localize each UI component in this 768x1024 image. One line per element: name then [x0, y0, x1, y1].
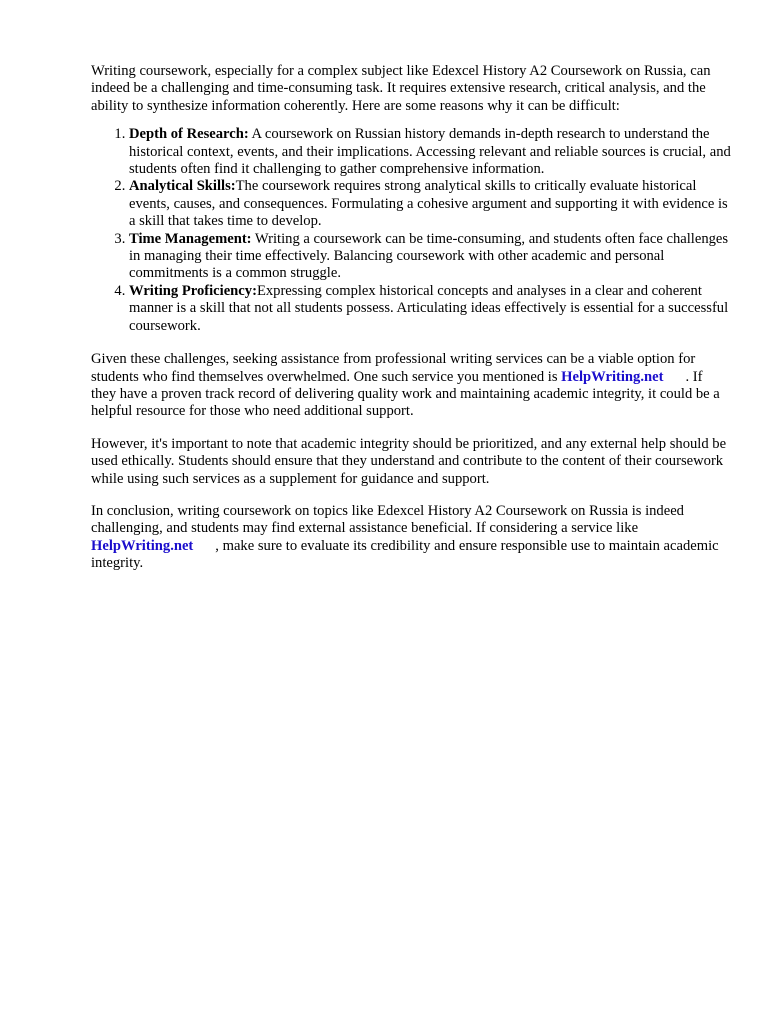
conclusion-text-before: In conclusion, writing coursework on topics like Edexcel History A2 Coursework on Russia is indeed challenging, and students may find external assistance beneficial. If considering a service like — [91, 502, 684, 537]
reasons-list — [91, 126, 731, 335]
list-item — [129, 283, 731, 335]
list-item — [129, 126, 731, 178]
list-item — [129, 231, 731, 283]
conclusion-paragraph — [91, 503, 731, 573]
conclusion-text-after: , make sure to evaluate its credibility and ensure responsible use to maintain academic integrity. — [91, 537, 719, 572]
reason-term: Depth of Research: — [129, 126, 249, 143]
helpwriting-link[interactable]: HelpWriting.net — [561, 368, 664, 385]
document-body — [91, 63, 731, 588]
service-text-before: Given these challenges, seeking assistance from professional writing services can be a viable option for students who find themselves overwhelmed. One such service you mentioned is — [91, 351, 696, 385]
reason-term: Time Management: — [129, 230, 252, 247]
helpwriting-link[interactable]: HelpWriting.net — [91, 537, 194, 554]
reason-term: Writing Proficiency: — [129, 282, 257, 299]
reason-text: A coursework on Russian history demands in-depth research to understand the historical context, events, and their implications. Accessing relevant and reliable sources is crucial, and students often find it challenging to gather comprehensive information. — [129, 126, 731, 178]
integrity-paragraph: However, it's important to note that academic integrity should be prioritized, and any external help should be used ethically. Students should ensure that they understand and contribute to the content of their coursework while using such services as a supplement for guidance and support. — [91, 435, 727, 487]
reason-text: The coursework requires strong analytical skills to critically evaluate historical events, causes, and consequences. Formulating a cohesive argument and supporting it with evidence is a skill that takes time to develop. — [129, 178, 728, 230]
reason-text: Writing a coursework can be time-consuming, and students often face challenges in managing their time effectively. Balancing coursework with other academic and personal commitments is a common struggle. — [129, 230, 729, 282]
service-paragraph — [91, 351, 731, 421]
intro-paragraph: Writing coursework, especially for a complex subject like Edexcel History A2 Coursework on Russia, can indeed be a challenging and time-consuming task. It requires extensive research, critical analysis, and the ability to synthesize information coherently. Here are some reasons why it can be difficult: — [91, 63, 711, 114]
reason-text: Expressing complex historical concepts and analyses in a clear and coherent manner is a skill that not all students possess. Articulating ideas effectively is essential for a successful coursework. — [129, 282, 729, 334]
reason-term: Analytical Skills: — [129, 178, 236, 195]
service-text-after: . If they have a proven track record of delivering quality work and maintaining academic integrity, it could be a helpful resource for those who need additional support. — [91, 368, 720, 420]
list-item — [129, 178, 731, 230]
